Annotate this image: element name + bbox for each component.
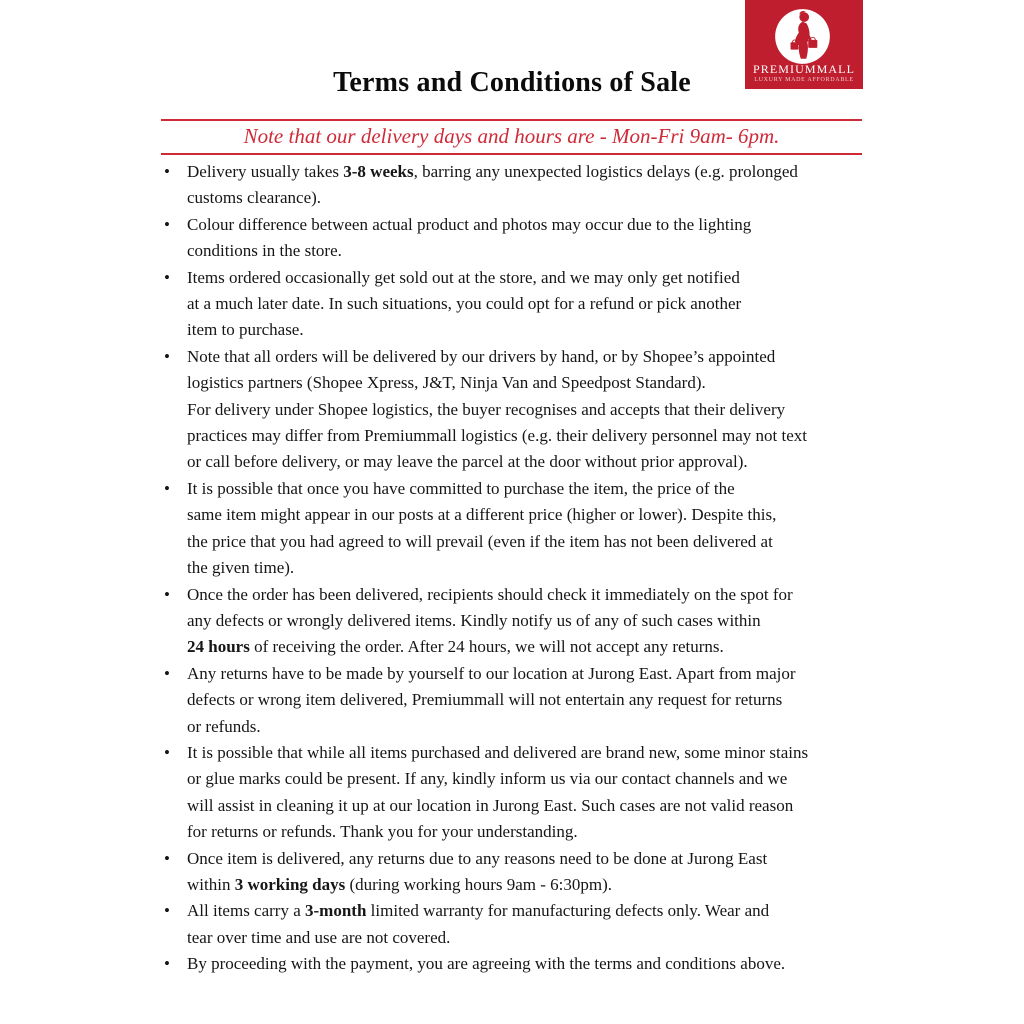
terms-list: [163, 159, 879, 978]
woman-shopper-icon: [774, 8, 831, 65]
term-text: Once the order has been delivered, recipients should check it immediately on the spot for any defects or wrongly delivered items. Kindly notify us of any of such cases within 24 hours of receiving the order. After 24 hours, we will not accept any returns.: [187, 584, 793, 657]
term-text: Any returns have to be made by yourself to our location at Jurong East. Apart from major defects or wrong item delivered, Premiummall will not entertain any request for returns or refunds.: [187, 663, 796, 736]
delivery-notice-band: [161, 119, 862, 155]
bullet-marker: •: [164, 742, 170, 762]
bullet-marker: •: [164, 584, 170, 604]
term-text: Colour difference between actual product and photos may occur due to the lighting conditions in the store.: [187, 214, 752, 261]
term-text: Delivery usually takes 3-8 weeks, barring any unexpected logistics delays (e.g. prolonged customs clearance).: [187, 162, 798, 208]
term-text: Once item is delivered, any returns due to any reasons need to be done at Jurong East within 3 working days (during working hours 9am - 6:30pm).: [187, 848, 768, 894]
term-item: [163, 898, 879, 951]
term-item: [163, 265, 879, 344]
term-item: [163, 476, 879, 582]
bullet-marker: •: [164, 346, 170, 366]
term-text: Items ordered occasionally get sold out at the store, and we may only get notified at a much later date. In such situations, you could opt for a refund or pick another item to purchase.: [187, 267, 742, 340]
bullet-marker: •: [164, 162, 170, 181]
term-item: [163, 740, 879, 846]
term-item: [163, 661, 879, 740]
bullet-marker: •: [164, 267, 170, 287]
bullet-marker: •: [164, 663, 170, 683]
term-item: [163, 159, 879, 212]
page-title: Terms and Conditions of Sale: [333, 67, 691, 98]
bullet-marker: •: [164, 214, 170, 234]
delivery-notice-text: Note that our delivery days and hours are - Mon-Fri 9am- 6pm.: [243, 124, 780, 148]
brand-tagline: LUXURY MADE AFFORDABLE: [754, 77, 854, 83]
term-item: [163, 344, 879, 476]
term-text: All items carry a 3-month limited warranty for manufacturing defects only. Wear and tear over time and use are not covered.: [187, 901, 770, 947]
term-item: [163, 951, 879, 977]
term-text: It is possible that while all items purchased and delivered are brand new, some minor stains or glue marks could be present. If any, kindly inform us via our contact channels and we will assist in cleaning it up at our location in Jurong East. Such cases are not valid reason for returns or refunds. Thank you for your understanding.: [187, 742, 809, 842]
brand-name: PREMIUMMALL: [752, 62, 856, 76]
term-text: It is possible that once you have committed to purchase the item, the price of the same item might appear in our posts at a different price (higher or lower). Despite this, the price that you had agreed to will prevail (even if the item has not been delivered at the given time).: [187, 478, 777, 578]
term-text: By proceeding with the payment, you are agreeing with the terms and conditions above.: [187, 954, 786, 974]
bullet-marker: •: [164, 478, 170, 498]
term-item: [163, 582, 879, 661]
term-text: Note that all orders will be delivered by our drivers by hand, or by Shopee’s appointed logistics partners (Shopee Xpress, J&T, Ninja Van and Speedpost Standard). For delivery under Shopee logistics, the buyer recognises and accepts that their delivery practices may differ from Premiummall logistics (e.g. their delivery personnel may not text or call before delivery, or may leave the parcel at the door without prior approval).: [187, 346, 808, 472]
term-item: [163, 212, 879, 265]
term-item: [163, 846, 879, 899]
bullet-marker: •: [164, 901, 170, 921]
bullet-marker: •: [164, 848, 170, 868]
bullet-marker: •: [164, 954, 170, 974]
